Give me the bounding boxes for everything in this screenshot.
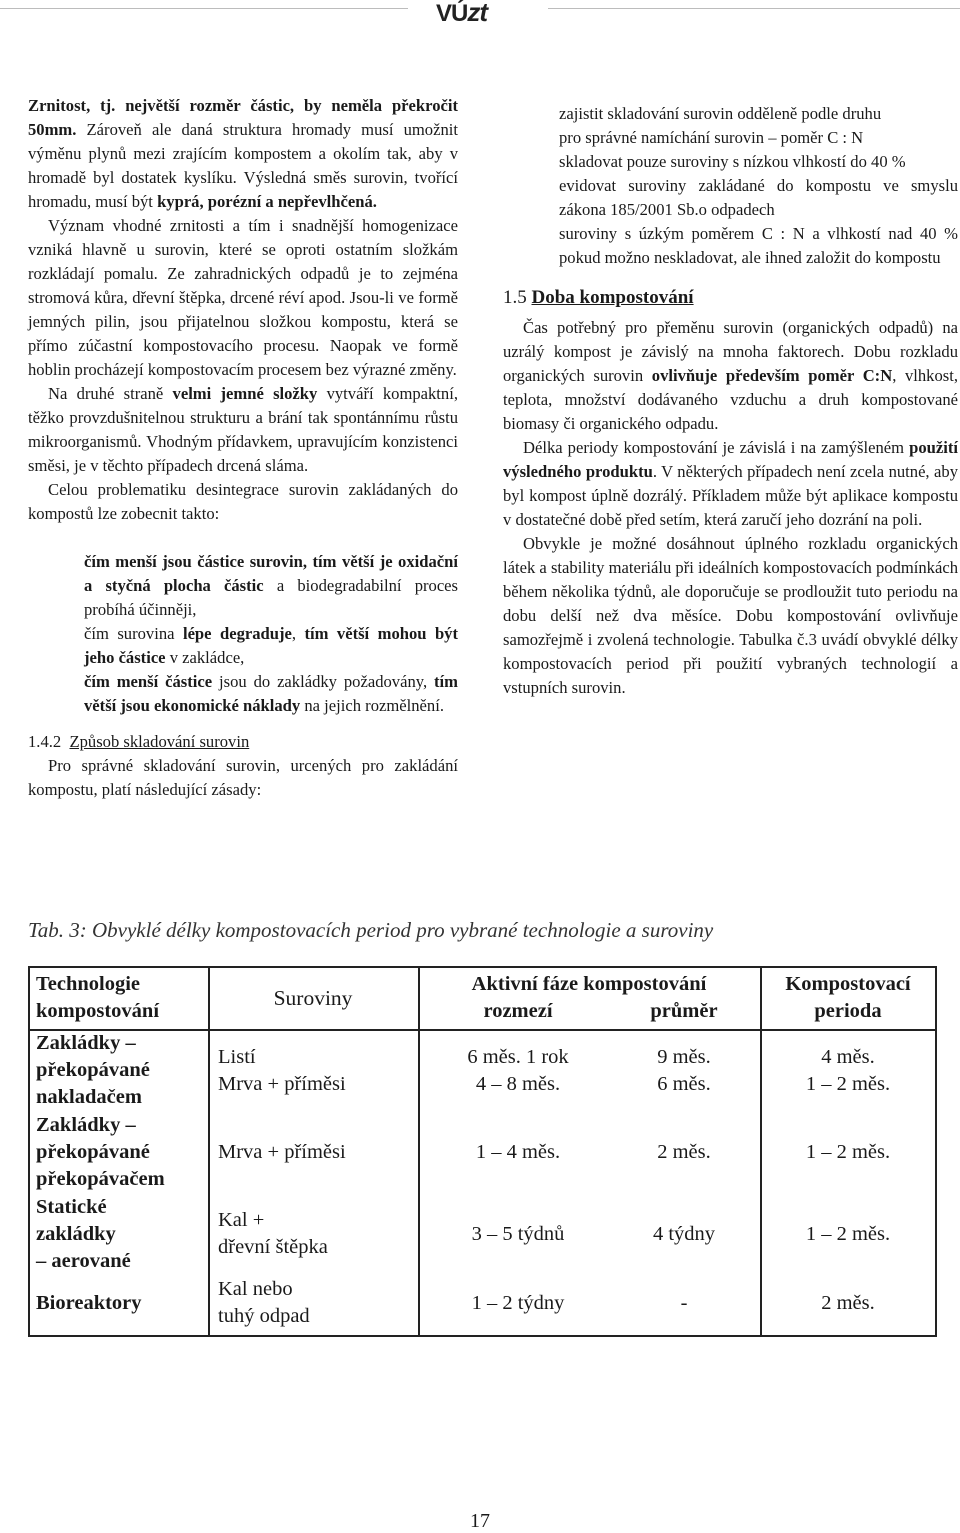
cell-line: překopávačem bbox=[36, 1168, 165, 1190]
cell-line: Kal nebo bbox=[218, 1278, 293, 1300]
cell-line: překopávané bbox=[36, 1141, 150, 1163]
cell-line: Kal + bbox=[218, 1209, 265, 1231]
time-b: ovlivňuje především poměr C:N bbox=[651, 366, 893, 385]
th-period-1: Kompostovací bbox=[785, 973, 911, 995]
th-technology-2: kompostování bbox=[36, 1000, 160, 1022]
storage-rule-5: suroviny s úzkým poměrem C : N a vlhkostí nad 40 % pokud možno neskladovat, ale ihned založit do kompostu bbox=[559, 224, 958, 267]
paragraph-storage: Pro správné skladování surovin, urcených pro zakládání kompostu, platí následující zásady: bbox=[28, 756, 458, 799]
row2-average: 2 měs. bbox=[657, 1141, 711, 1163]
rules-list bbox=[28, 550, 458, 718]
cell-line: Zakládky – bbox=[36, 1032, 136, 1054]
right-column bbox=[503, 102, 958, 700]
cell-line: tuhý odpad bbox=[218, 1305, 310, 1327]
section-heading-duration bbox=[503, 286, 958, 310]
rule-3 bbox=[84, 670, 458, 718]
paragraph-time bbox=[503, 316, 958, 436]
rule-3-d: na jejich rozmělnění. bbox=[300, 696, 444, 715]
cell-line: 9 měs. bbox=[657, 1046, 711, 1068]
paragraph-homogenization: Význam vhodné zrnitosti a tím i snadnější homogenizace vzniká hlavně u surovin, které se oproti ostatním složkám rozkládají pomalu. Ze zahradnických odpadů je to zejména stromová kůra, dřevní štěpka, drcené réví apod. Jsou-li ve formě jemných pilin, jsou přijatelnou složkou kompostu, která se přímo zúčastní kompostovacího procesu. Naopak ve formě hoblin procházejí kompostovacím procesem bez výrazné změny. bbox=[28, 216, 458, 379]
paragraph-grain-size bbox=[28, 94, 458, 214]
heading-number: 1.5 bbox=[503, 287, 527, 308]
time-c: , vlhkost, teplota, množství dodávaného vzduchu a druh kompostované biomasy či organického odpadu. bbox=[503, 366, 958, 433]
cell-line: – aerované bbox=[36, 1250, 131, 1272]
row4-period: 2 měs. bbox=[821, 1292, 875, 1314]
row3-range: 3 – 5 týdnů bbox=[471, 1223, 565, 1245]
rule-1-text: a biodegradabilní proces probíhá účinněji, bbox=[84, 576, 459, 619]
cell-line: Mrva + příměsi bbox=[218, 1073, 346, 1095]
logo-text-b: zt bbox=[467, 0, 488, 27]
rule-3-b: jsou do zakládky požadovány, bbox=[212, 672, 435, 691]
rule-1 bbox=[84, 550, 458, 622]
left-column bbox=[28, 94, 458, 802]
rule-2-a: čím surovina bbox=[84, 624, 183, 643]
table-divider-1 bbox=[208, 966, 210, 1335]
grain-size-bold: Zrnitost, tj. největší rozměr částic, by neměla překročit 50mm. bbox=[28, 96, 458, 139]
rule-2-d: tím větší mohou být jeho částice bbox=[84, 624, 459, 667]
cell-line: Zakládky – bbox=[36, 1114, 136, 1136]
th-period-2: perioda bbox=[814, 1000, 882, 1022]
cell-line: nakladačem bbox=[36, 1086, 142, 1108]
storage-rule-4: evidovat suroviny zakládané do kompostu ve smyslu zákona 185/2001 Sb.o odpadech bbox=[559, 176, 958, 219]
row3-technology bbox=[36, 1194, 206, 1275]
storage-rule-2: pro správné namíchání surovin – poměr C : N bbox=[559, 128, 864, 147]
vuzt-logo bbox=[436, 0, 516, 27]
fine-c: vytváří kompaktní, těžko provzdušnitelnou strukturu a brání tak spontánnímu růstu mikroorganismů. Vhodným přídavkem, upravujícím konzistenci směsi, je v těchto případech drcená sláma. bbox=[28, 384, 458, 475]
rule-1-bold: čím menší jsou částice surovin, tím větší je oxidační a styčná plocha částic bbox=[84, 552, 458, 595]
page-number: 17 bbox=[470, 1510, 490, 1532]
rule-2 bbox=[84, 622, 458, 670]
cell-line: dřevní štěpka bbox=[218, 1236, 328, 1258]
rule-3-a: čím menší částice bbox=[84, 672, 213, 691]
rule-3-c: tím větší jsou ekonomické náklady bbox=[84, 672, 458, 715]
rule-2-c: , bbox=[291, 624, 305, 643]
row1-average bbox=[600, 1044, 768, 1098]
fine-b: velmi jemné složky bbox=[172, 384, 318, 403]
storage-rules bbox=[503, 102, 958, 270]
grain-size-emph: kyprá, porézní a nepřevlhčená. bbox=[157, 192, 377, 211]
th-active-phase: Aktivní fáze kompostování bbox=[471, 973, 707, 995]
period-b: použití výsledného produktu bbox=[503, 438, 958, 481]
cell-line: Listí bbox=[218, 1046, 256, 1068]
period-c: . V některých případech není zcela nutné, aby byl kompost úplně dozrálý. Příkladem může být aplikace kompostu v dostatečné době před setím, která zaručí jeho dozrání na poli. bbox=[503, 462, 958, 529]
header-rule-right bbox=[548, 8, 960, 9]
row1-period bbox=[762, 1044, 934, 1098]
row2-technology bbox=[36, 1112, 206, 1193]
row3-period: 1 – 2 měs. bbox=[805, 1223, 891, 1245]
logo-text-a: VÚ bbox=[436, 0, 468, 27]
heading-title: Doba kompostování bbox=[531, 287, 694, 308]
row2-range: 1 – 4 měs. bbox=[475, 1141, 561, 1163]
cell-line: zakládky bbox=[36, 1223, 116, 1245]
section-number: 1.4.2 bbox=[28, 732, 62, 751]
th-technology-1: Technologie bbox=[36, 973, 141, 995]
th-period bbox=[762, 971, 934, 1025]
rule-2-e: v zakládce, bbox=[165, 648, 245, 667]
row1-materials bbox=[218, 1044, 418, 1098]
time-a: Čas potřebný pro přeměnu surovin (organických odpadů) na uzrálý kompost je závislý na mnoha faktorech. Dobu rozkladu organických surovin bbox=[503, 318, 958, 385]
row2-materials: Mrva + příměsi bbox=[218, 1141, 346, 1163]
row4-technology: Bioreaktory bbox=[36, 1292, 142, 1314]
paragraph-decomposition: Obvykle je možné dosáhnout úplného rozkladu organických látek a stability materiálu při ideálních kompostovacích podmínkách během několika týdnů, ale doporučuje se prodloužit tuto periodu na dobu delší než dva měsíce. Dobu kompostování ovlivňuje samozřejmě i zvolená technologie. Tabulka č.3 uvádí obvyklé délky kompostovacích period při použití vybraných technologií a vstupních surovin. bbox=[503, 534, 958, 697]
row4-range: 1 – 2 týdny bbox=[471, 1292, 565, 1314]
cell-line: 6 měs. bbox=[657, 1073, 711, 1095]
cell-line: 4 – 8 měs. bbox=[475, 1073, 561, 1095]
row1-range bbox=[420, 1044, 616, 1098]
row1-technology bbox=[36, 1030, 206, 1111]
table-caption: Tab. 3: Obvyklé délky kompostovacích period pro vybrané technologie a suroviny bbox=[28, 918, 714, 942]
section-heading-storage bbox=[28, 730, 458, 754]
period-a: Délka periody kompostování je závislá i na zamýšleném bbox=[523, 438, 910, 457]
paragraph-fine-components bbox=[28, 382, 458, 478]
cell-line: Statické bbox=[36, 1196, 107, 1218]
cell-line: 6 měs. 1 rok bbox=[467, 1046, 569, 1068]
th-materials: Suroviny bbox=[273, 986, 353, 1010]
th-average: průměr bbox=[650, 1000, 718, 1022]
row2-period: 1 – 2 měs. bbox=[805, 1141, 891, 1163]
paragraph-period bbox=[503, 436, 958, 532]
grain-size-text: Zároveň ale daná struktura hromady musí umožnit výměnu plynů mezi zrajícím kompostem a okolím tak, aby v hromadě byl dostatek kyslíku. Výsledná směs surovin, tvořící hromadu, musí být bbox=[28, 120, 458, 211]
row3-materials bbox=[218, 1207, 418, 1261]
row3-average: 4 týdny bbox=[652, 1223, 716, 1245]
storage-rule-3: skladovat pouze suroviny s nízkou vlhkostí do 40 % bbox=[559, 152, 906, 171]
cell-line: překopávané bbox=[36, 1059, 150, 1081]
th-range: rozmezí bbox=[483, 1000, 553, 1022]
rule-2-b: lépe degraduje bbox=[182, 624, 292, 643]
fine-a: Na druhé straně bbox=[48, 384, 173, 403]
th-technology bbox=[36, 971, 206, 1025]
cell-line: 1 – 2 měs. bbox=[805, 1073, 891, 1095]
section-title: Způsob skladování surovin bbox=[69, 732, 250, 751]
header-rule-left bbox=[0, 8, 408, 9]
cell-line: 4 měs. bbox=[821, 1046, 875, 1068]
row4-average: - bbox=[680, 1292, 688, 1314]
paragraph-summary: Celou problematiku desintegrace surovin zakládaných do kompostů lze zobecnit takto: bbox=[28, 480, 458, 523]
row4-materials bbox=[218, 1276, 418, 1330]
storage-rule-1: zajistit skladování surovin odděleně podle druhu bbox=[559, 104, 882, 123]
